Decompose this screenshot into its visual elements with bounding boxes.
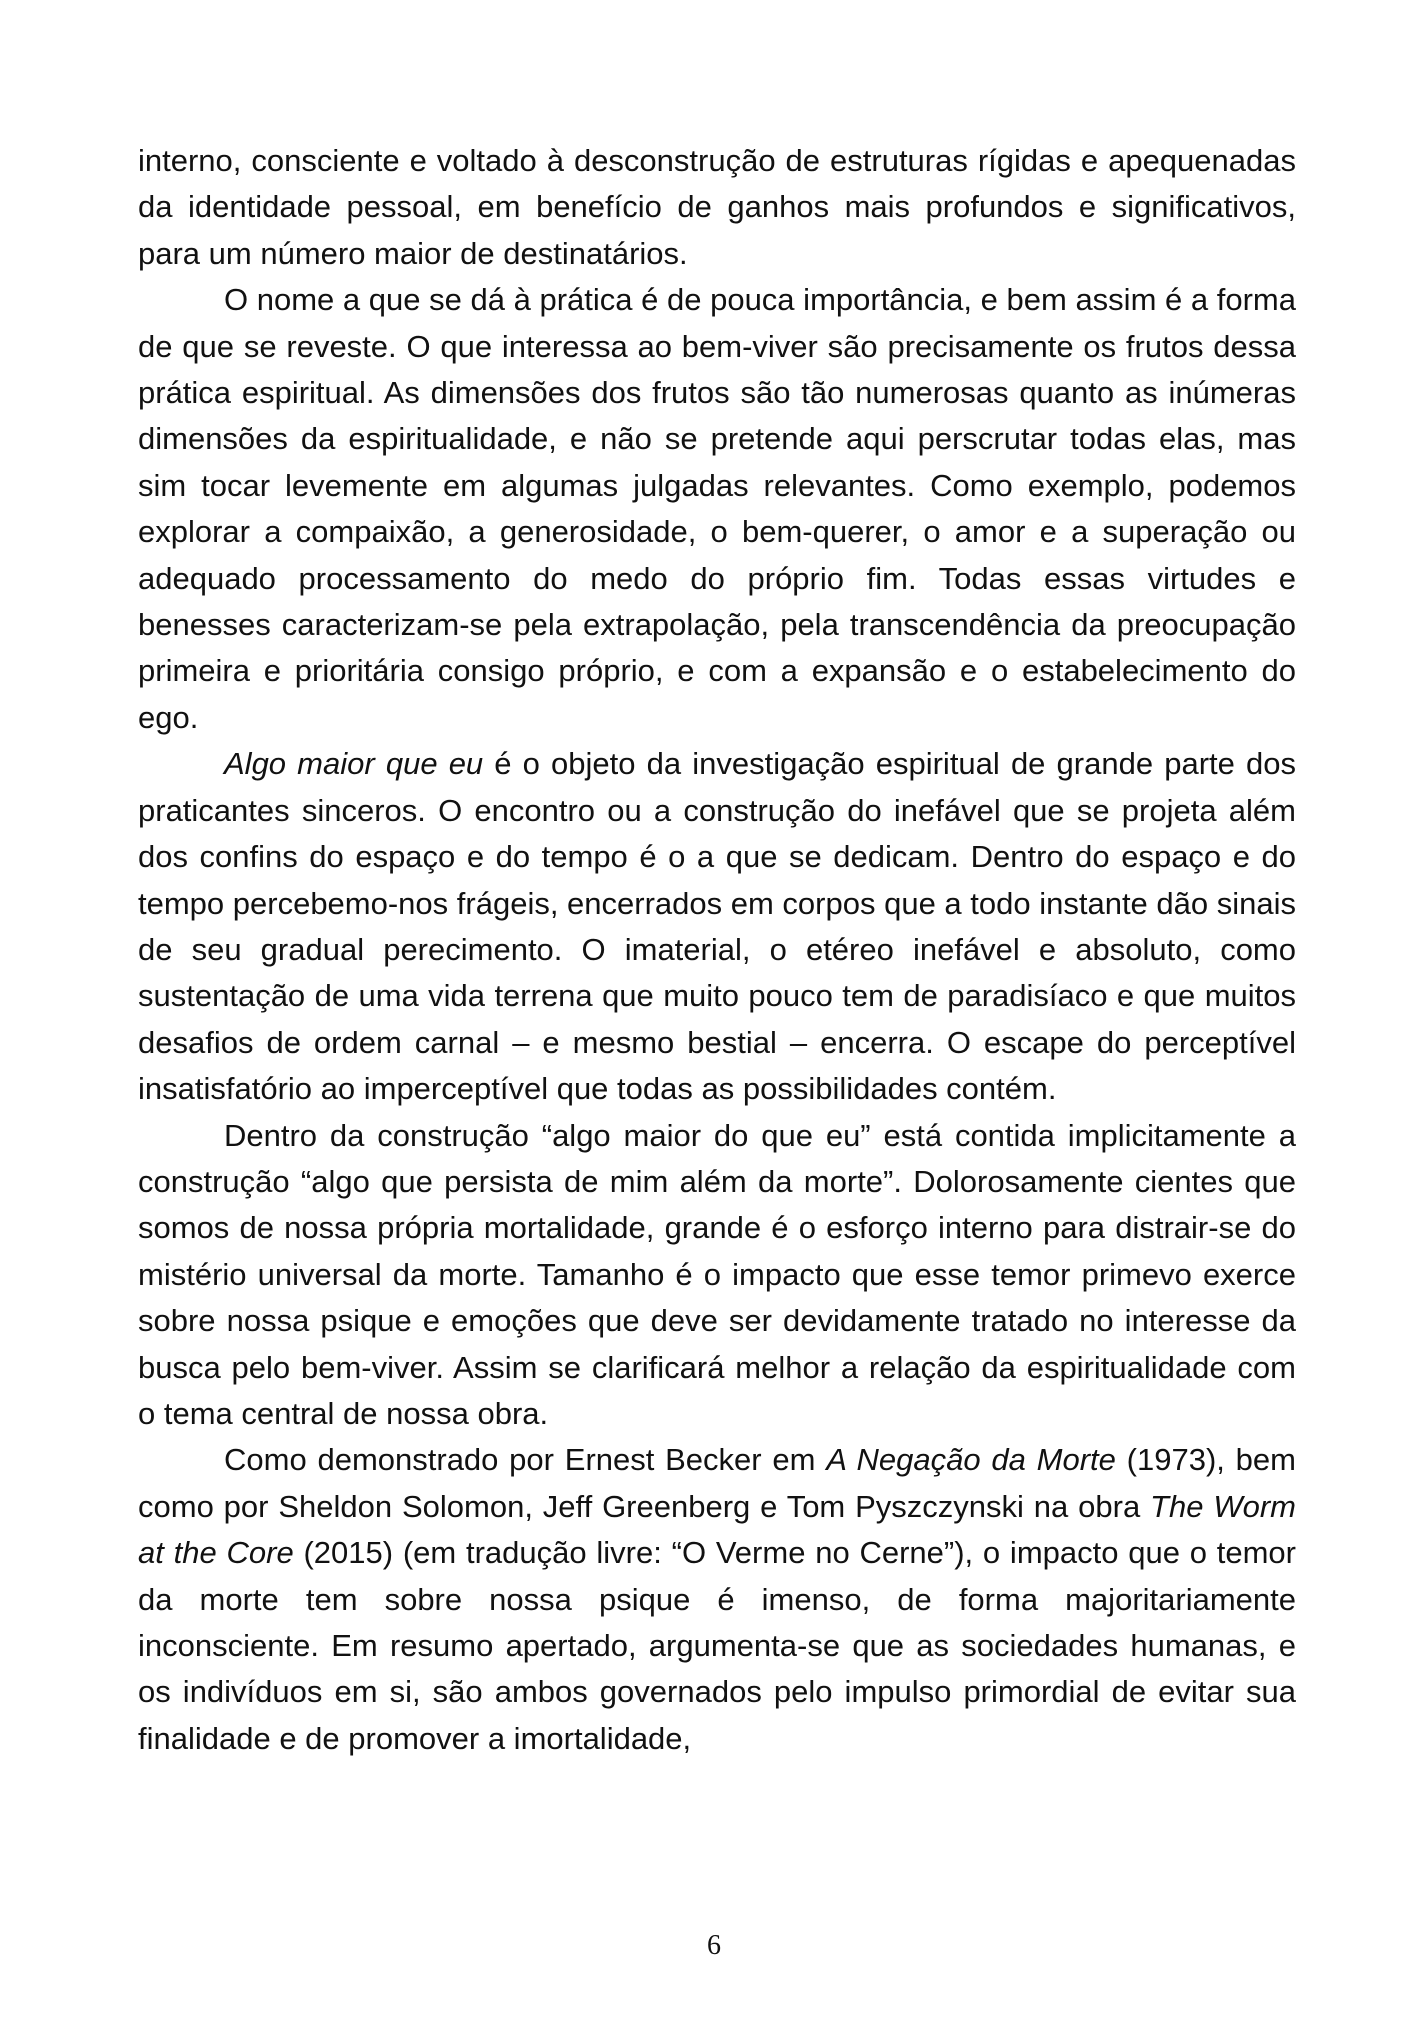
paragraph-5-text-b: (1973), bem como por Sheldon Solomon, Jeff Greenberg e Tom Pyszczynski na obra <box>138 1442 1296 1524</box>
page-number: 6 <box>707 1930 721 1961</box>
paragraph-1 <box>138 138 1296 277</box>
paragraph-5 <box>138 1437 1296 1762</box>
book-title-becker: A Negação da Morte <box>826 1442 1116 1478</box>
paragraph-4 <box>138 1113 1296 1438</box>
paragraph-3-text: é o objeto da investigação espiritual de grande parte dos praticantes sinceros. O encontro ou a construção do inefável que se projeta além dos confins do espaço e do tempo é o a que se dedicam. Dentro do espaço e do tempo percebemo-nos frágeis, encerrados em corpos que a todo instante dão sinais de seu gradual perecimento. O imaterial, o etéreo inefável e absoluto, como sustentação de uma vida terrena que muito pouco tem de paradisíaco e que muitos desafios de ordem carnal – e mesmo bestial – encerra. O escape do perceptível insatisfatório ao imperceptível que todas as possibilidades contém. <box>138 746 1297 1107</box>
paragraph-3 <box>138 741 1296 1112</box>
body-text <box>138 138 1296 1762</box>
paragraph-5-text-a: Como demonstrado por Ernest Becker em <box>224 1442 827 1478</box>
paragraph-4-text: Dentro da construção “algo maior do que eu” está contida implicitamente a construção “algo que persista de mim além da morte”. Dolorosamente cientes que somos de nossa própria mortalidade, grande é o esforço interno para distrair-se do mistério universal da morte. Tamanho é o impacto que esse temor primevo exerce sobre nossa psique e emoções que deve ser devidamente tratado no interesse da busca pelo bem-viver. Assim se clarificará melhor a relação da espiritualidade com o tema central de nossa obra. <box>138 1117 1296 1431</box>
paragraph-1-text: interno, consciente e voltado à desconstrução de estruturas rígidas e apequenadas da identidade pessoal, em benefício de ganhos mais profundos e significativos, para um número maior de destinatários. <box>138 143 1296 271</box>
italic-phrase: Algo maior que eu <box>224 746 484 782</box>
paragraph-2 <box>138 277 1296 741</box>
paragraph-2-text: O nome a que se dá à prática é de pouca importância, e bem assim é a forma de que se reveste. O que interessa ao bem-viver são precisamente os frutos dessa prática espiritual. As dimensões dos frutos são tão numerosas quanto as inúmeras dimensões da espiritualidade, e não se pretende aqui perscrutar todas elas, mas sim tocar levemente em algumas julgadas relevantes. Como exemplo, podemos explorar a compaixão, a generosidade, o bem-querer, o amor e a superação ou adequado processamento do medo do próprio fim. Todas essas virtudes e benesses caracterizam-se pela extrapolação, pela transcendência da preocupação primeira e prioritária consigo próprio, e com a expansão e o estabelecimento do ego. <box>138 282 1296 735</box>
book-title-worm: The Worm at the Core <box>138 1488 1296 1571</box>
paragraph-5-text-c: (2015) (em tradução livre: “O Verme no Cerne”), o impacto que o temor da morte tem sobre nossa psique é imenso, de forma majoritariamente inconsciente. Em resumo apertado, argumenta-se que as sociedades humanas, e os indivíduos em si, são ambos governados pelo impulso primordial de evitar sua finalidade e de promover a imortalidade, <box>138 1535 1296 1756</box>
